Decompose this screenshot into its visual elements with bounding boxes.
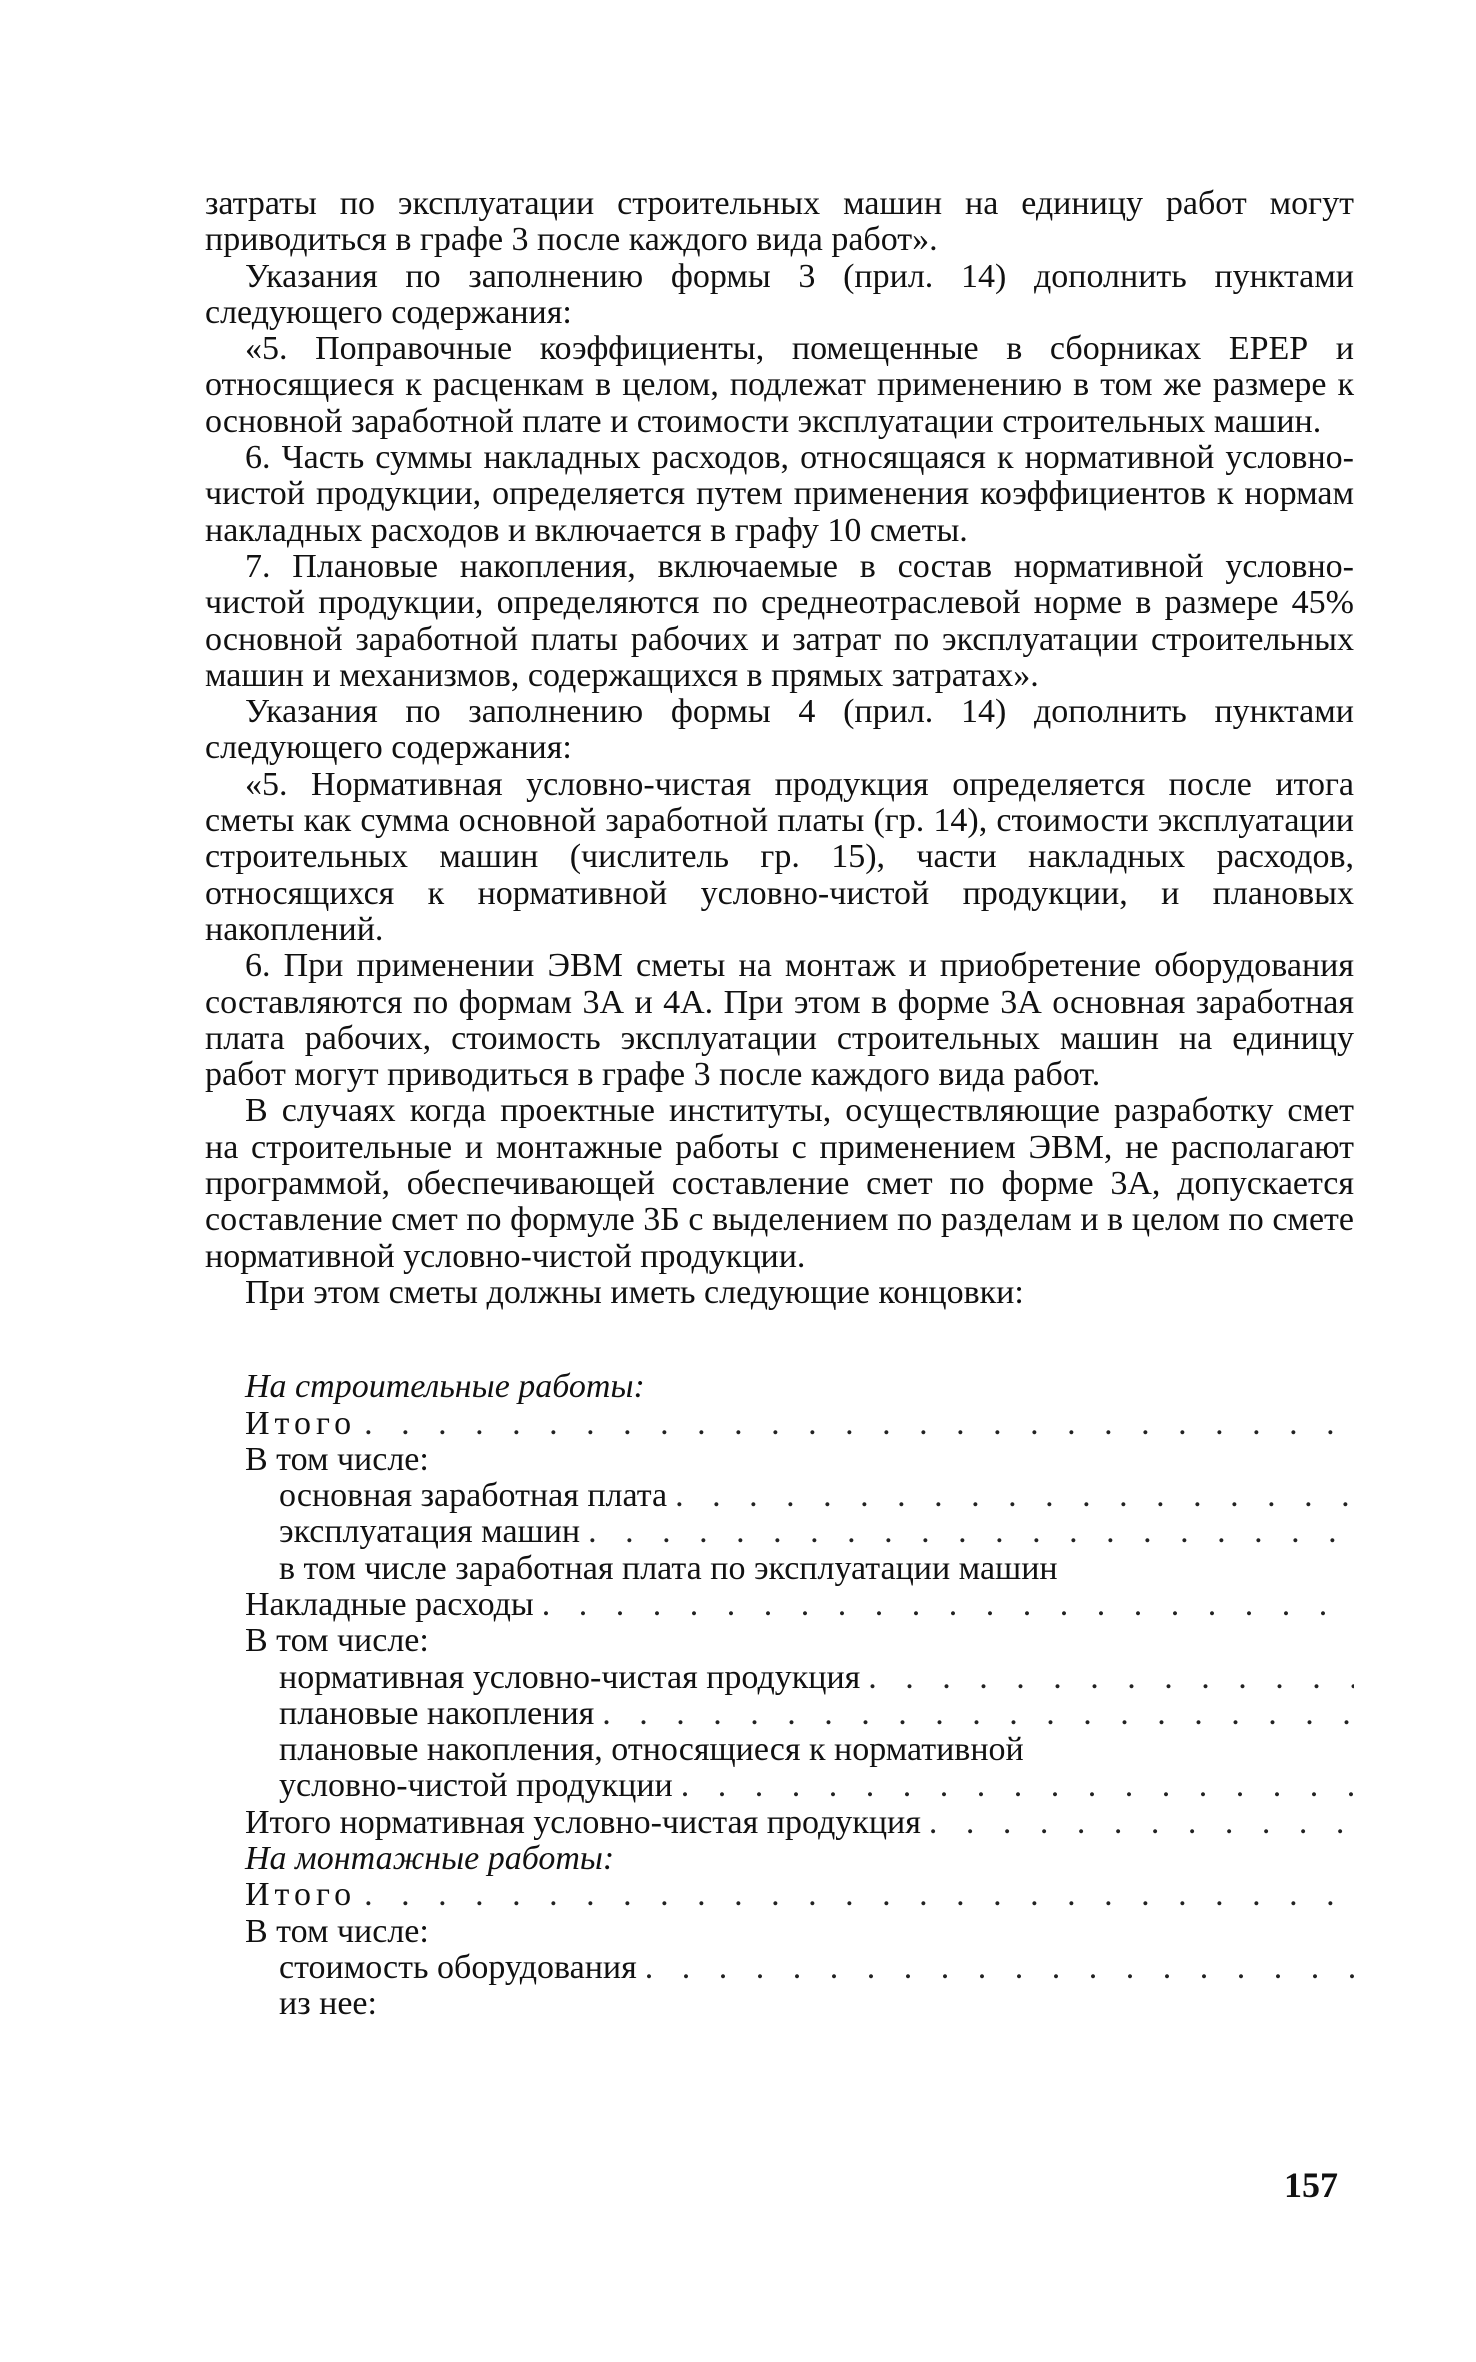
dot-leader [675, 1478, 1354, 1514]
machine-wage-label: в том числе заработная плата по эксплуатации машин [279, 1549, 1058, 1587]
paragraph: Указания по заполнению формы 4 (прил. 14) дополнить пунктами следующего содержания: [205, 693, 1354, 767]
endings-row [205, 1514, 1354, 1550]
dot-leader [364, 1877, 1354, 1913]
planned-savings-net-label-cont: условно-чистой продукции [279, 1767, 673, 1805]
dot-leader [542, 1587, 1354, 1623]
endings-row [205, 1950, 1354, 1986]
paragraph: При этом сметы должны иметь следующие концовки: [245, 1273, 1024, 1311]
base-wage-label: основная заработная плата [279, 1477, 668, 1515]
endings-row [205, 1623, 1354, 1659]
total-label: Итого [245, 1876, 357, 1914]
endings-row [205, 1587, 1354, 1623]
dot-leader [868, 1660, 1354, 1696]
construction-heading: На строительные работы: [245, 1368, 645, 1406]
endings-row [205, 1841, 1354, 1877]
total-label: Итого [245, 1404, 357, 1442]
page-body [205, 186, 1354, 2023]
endings-row [205, 1551, 1354, 1587]
endings-row [205, 1369, 1354, 1405]
paragraph: «5. Нормативная условно-чистая продукция определяется после итога сметы как сумма основной заработной платы (гр. 14), стоимости эксплуатации строительных машин (числитель гр. 15), части накладных расходов, относящихся к нормативной условно-чистой продукции, и плановых накоплений. [205, 765, 1354, 948]
paragraph: 6. При применении ЭВМ сметы на монтаж и приобретение оборудования составляются по формам 3А и 4А. При этом в форме 3А основная заработная плата рабочих, стоимость эксплуатации строительных машин на единицу работ могут приводиться в графе 3 после каждого вида работ. [205, 947, 1354, 1094]
machine-operation-label: эксплуатация машин [279, 1513, 581, 1551]
endings-row [205, 1986, 1354, 2022]
equipment-cost-label: стоимость оборудования [279, 1948, 637, 1986]
endings-row [205, 1805, 1354, 1841]
planned-savings-label: плановые накопления [279, 1694, 595, 1732]
endings-row [205, 1406, 1354, 1442]
paragraph: 6. Часть суммы накладных расходов, относящаяся к нормативной условно-чистой продукции, определяется путем применения коэффициентов к нормам накладных расходов и включается в графу 10 сметы. [205, 439, 1354, 549]
dot-leader [588, 1514, 1354, 1550]
dot-leader [681, 1768, 1354, 1804]
estimate-endings [205, 1369, 1354, 2022]
including-label: В том числе: [245, 1440, 429, 1478]
total-net-product-label: Итого нормативная условно-чистая продукция [245, 1803, 921, 1841]
body-text [205, 186, 1354, 1311]
including-label: В том числе: [245, 1912, 429, 1950]
endings-row [205, 1732, 1354, 1768]
endings-row [205, 1768, 1354, 1804]
dot-leader [364, 1406, 1354, 1442]
paragraph: В случаях когда проектные институты, осуществляющие разработку смет на строительные и монтажные работы с применением ЭВМ, не располагают программой, обеспечивающей составление смет по форме 3А, допускается составление смет по формуле 3Б с выделением по разделам и в целом по смете нормативной условно-чистой продукции. [205, 1092, 1354, 1275]
endings-row [205, 1478, 1354, 1514]
including-label: В том числе: [245, 1622, 429, 1660]
overhead-label: Накладные расходы [245, 1585, 534, 1623]
dot-leader [602, 1696, 1354, 1732]
endings-row [205, 1660, 1354, 1696]
paragraph: «5. Поправочные коэффициенты, помещенные в сборниках ЕРЕР и относящиеся к расценкам в целом, подлежат применению в том же размере к основной заработной плате и стоимости эксплуатации строительных машин. [205, 330, 1354, 440]
paragraph: 7. Плановые накопления, включаемые в состав нормативной условно-чистой продукции, определяются по среднеотраслевой норме в размере 45% основной заработной платы рабочих и затрат по эксплуатации строительных машин и механизмов, содержащихся в прямых затратах». [205, 547, 1354, 694]
endings-row [205, 1696, 1354, 1732]
paragraph: затраты по эксплуатации строительных машин на единицу работ могут приводиться в графе 3 после каждого вида работ». [205, 185, 1354, 259]
planned-savings-net-label: плановые накопления, относящиеся к нормативной [279, 1731, 1024, 1769]
of-which-label: из нее: [279, 1985, 377, 2023]
page-number: 157 [1284, 2165, 1338, 2205]
endings-row [205, 1914, 1354, 1950]
installation-heading: На монтажные работы: [245, 1840, 615, 1878]
dot-leader [645, 1950, 1354, 1986]
endings-row [205, 1877, 1354, 1913]
paragraph: Указания по заполнению формы 3 (прил. 14) дополнить пунктами следующего содержания: [205, 257, 1354, 331]
dot-leader [929, 1805, 1354, 1841]
endings-row [205, 1442, 1354, 1478]
net-product-label: нормативная условно-чистая продукция [279, 1658, 861, 1696]
